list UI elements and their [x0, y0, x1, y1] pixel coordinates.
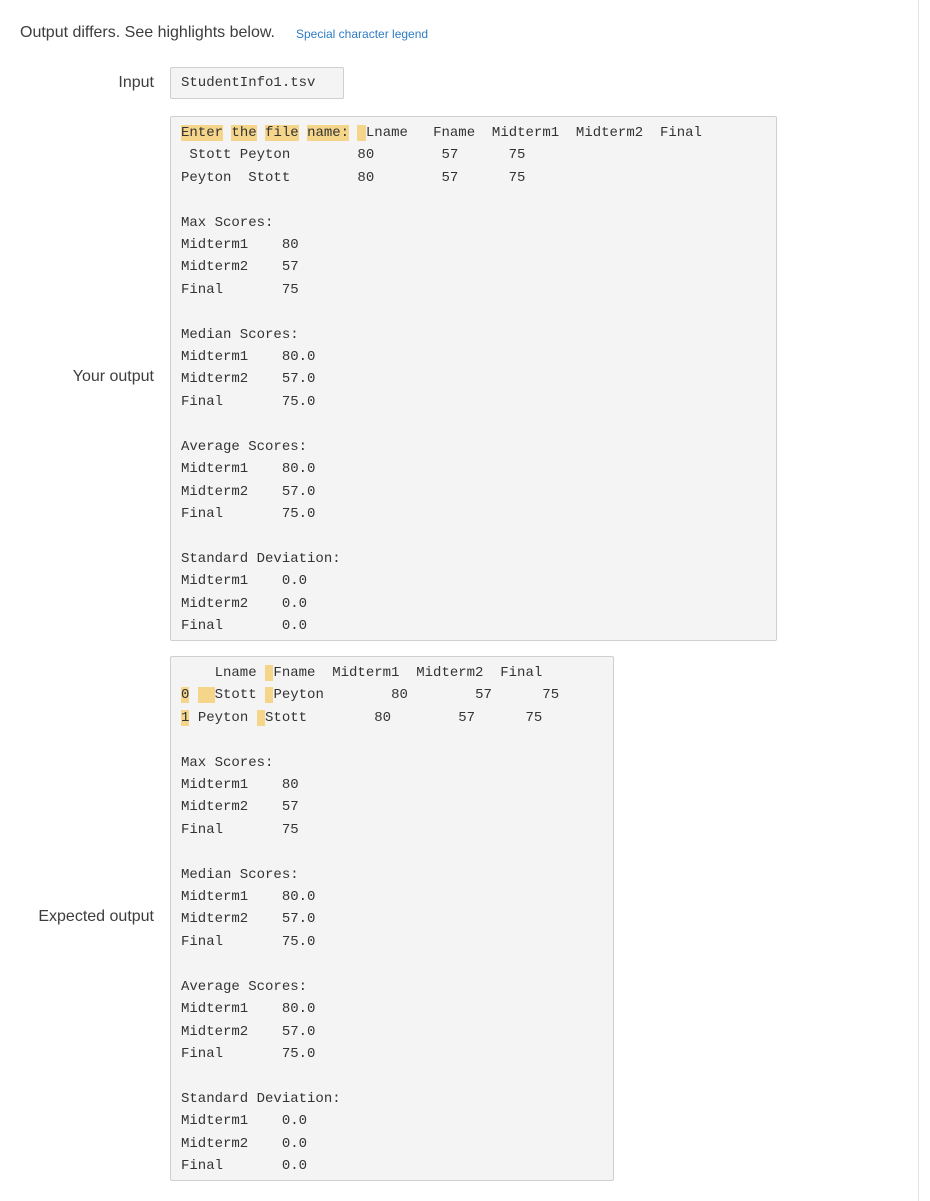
output-text-segment: [189, 687, 197, 703]
expected-output-line: [181, 867, 299, 883]
output-text-segment: Midterm1 80: [181, 777, 299, 794]
diff-highlight: name:: [307, 125, 350, 141]
expected-output-line: [181, 889, 315, 905]
output-text-segment: Midterm2 57: [181, 259, 299, 276]
output-text-segment: [299, 125, 307, 141]
expected-output-line: [181, 1113, 307, 1129]
output-text-segment: Peyton 80 57 75: [273, 687, 560, 704]
your-output-line: [181, 484, 315, 500]
output-text-segment: Lname: [181, 665, 266, 681]
your-output-line: [181, 573, 307, 589]
output-text-segment: Median Scores:: [181, 326, 299, 343]
diff-highlight: file: [265, 125, 299, 141]
your-output-line: [181, 551, 341, 567]
diff-highlight: 1: [181, 709, 190, 726]
diff-highlight: [257, 710, 265, 726]
output-text-segment: Midterm2 57.0: [181, 1023, 316, 1040]
your-output-label: Your output: [72, 368, 154, 385]
output-text-segment: Standard Deviation:: [181, 550, 341, 567]
expected-output-line: [181, 979, 307, 995]
output-text-segment: Final 75.0: [181, 393, 316, 410]
your-output-line: [181, 327, 299, 343]
output-text-segment: Fname Midterm1 Midterm2 Final: [273, 665, 543, 681]
output-text-segment: Stott: [214, 687, 266, 704]
expected-output-line: [181, 777, 299, 793]
output-text-segment: Average Scores:: [181, 438, 308, 455]
expected-output-line: [181, 1024, 315, 1040]
output-text-segment: Midterm2 57.0: [181, 483, 316, 500]
your-output-line: [181, 349, 315, 365]
expected-output-line: [181, 1158, 307, 1174]
expected-output-line: [181, 687, 559, 703]
expected-output-line: [181, 934, 315, 950]
output-text-segment: [189, 710, 197, 726]
output-text-segment: Median Scores:: [181, 866, 299, 883]
diff-header: [20, 22, 428, 44]
output-text-segment: Peyton Stott 80 57 75: [181, 169, 526, 186]
output-text-segment: Final 75.0: [181, 1045, 316, 1062]
expected-output-line: [181, 799, 299, 815]
expected-output-label: Expected output: [38, 908, 154, 925]
your-output-line: [181, 439, 307, 455]
output-text-segment: Midterm1 80.0: [181, 461, 316, 478]
expected-output-line: [181, 755, 273, 771]
expected-output-line: [181, 710, 542, 726]
expected-output-line: [181, 822, 299, 838]
input-value-box: StudentInfo1.tsv: [170, 67, 344, 99]
expected-output-line: [181, 1136, 307, 1152]
expected-output-line: [181, 1091, 341, 1107]
your-output-line: [181, 147, 525, 163]
output-text-segment: Max Scores:: [181, 214, 274, 231]
your-output-line: [181, 461, 315, 477]
expected-output-line: [181, 911, 315, 927]
your-output-line: [181, 259, 299, 275]
output-text-segment: Midterm2 57.0: [181, 371, 316, 388]
output-text-segment: Midterm1 0.0: [181, 1113, 308, 1130]
output-text-segment: Midterm2 0.0: [181, 595, 308, 612]
output-text-segment: Average Scores:: [181, 978, 308, 995]
output-text-segment: Midterm1 0.0: [181, 573, 308, 590]
output-text-segment: Standard Deviation:: [181, 1090, 341, 1107]
output-text-segment: Final 75: [181, 281, 299, 298]
your-output-line: [181, 618, 307, 634]
your-output-line: [181, 282, 299, 298]
diff-status-message: Output differs. See highlights below.: [20, 24, 275, 41]
output-text-segment: Midterm2 57: [181, 799, 299, 816]
output-text-segment: Stott Peyton 80 57 75: [181, 147, 526, 164]
output-text-segment: Midterm2 57.0: [181, 911, 316, 928]
diff-highlight: [198, 687, 215, 703]
output-text-segment: Final 75.0: [181, 505, 316, 522]
your-output-line: [181, 237, 299, 253]
expected-output-line: [181, 1046, 315, 1062]
your-output-line: [181, 596, 307, 612]
expected-output-line: [181, 665, 542, 681]
expected-output-box: [170, 656, 614, 1181]
your-output-line: [181, 215, 273, 231]
output-text-segment: Lname Fname Midterm1 Midterm2 Final: [365, 125, 702, 141]
diff-highlight: 0: [181, 687, 190, 704]
expected-output-line: [181, 1001, 315, 1017]
your-output-line: [181, 371, 315, 387]
diff-highlight: Enter: [181, 125, 224, 141]
your-output-line: [181, 170, 525, 186]
output-text-segment: Final 0.0: [181, 1157, 308, 1174]
output-text-segment: Midterm1 80.0: [181, 1001, 316, 1018]
right-divider: [918, 0, 919, 1201]
your-output-line: [181, 125, 702, 141]
output-text-segment: Final 75: [181, 821, 299, 838]
your-output-line: [181, 506, 315, 522]
input-label: Input: [118, 74, 154, 91]
output-text-segment: Midterm1 80.0: [181, 349, 316, 366]
output-text-segment: Max Scores:: [181, 754, 274, 771]
special-character-legend-link[interactable]: Special character legend: [295, 27, 429, 41]
diff-highlight: [357, 125, 365, 141]
output-text-segment: Midterm1 80: [181, 237, 299, 254]
output-text-segment: Final 0.0: [181, 617, 308, 634]
output-text-segment: [257, 125, 265, 141]
output-text-segment: Stott 80 57 75: [265, 709, 543, 726]
diff-highlight: the: [231, 125, 257, 141]
output-text-segment: Peyton: [197, 709, 257, 726]
your-output-text: [181, 122, 776, 637]
expected-output-text: [181, 662, 613, 1177]
output-text-segment: Midterm1 80.0: [181, 889, 316, 906]
your-output-line: [181, 394, 315, 410]
output-text-segment: Final 75.0: [181, 933, 316, 950]
output-text-segment: Midterm2 0.0: [181, 1135, 308, 1152]
your-output-box: [170, 116, 777, 641]
